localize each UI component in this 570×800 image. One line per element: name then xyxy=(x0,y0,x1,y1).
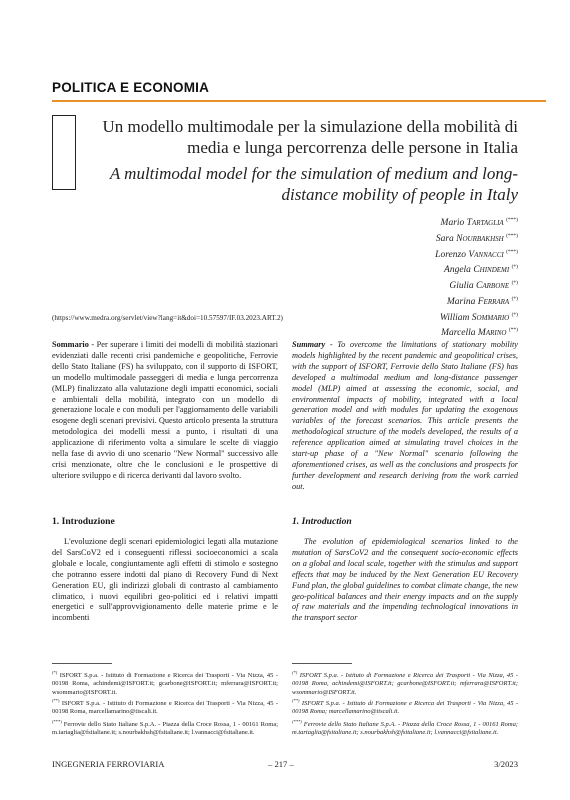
footnote-rule xyxy=(292,663,352,664)
title-italian: Un modello multimodale per la simulazione della mobilità di media e lunga percorrenza delle persone in Italia xyxy=(102,117,518,157)
intro-text-english: The evolution of epidemiological scenarios linked to the mutation of SarsCoV2 and the consequent socio-economic effects on a global and local scale, together with the stimulus and support effects that may be induced by the Next Generation EU Recovery Fund plan, the global guidelines to combat climate change, the new geo-political balances and their energy impacts and on the supply of raw materials and the impending technological innovations in the transport sector xyxy=(292,537,518,623)
footnote-rule xyxy=(52,663,112,664)
author: William Sommario (*) xyxy=(439,311,518,323)
doi-link[interactable]: (https://www.medra.org/servlet/view?lang=it&doi=10.57597/IF.03.2023.ART.2) xyxy=(52,314,283,322)
section-header xyxy=(52,78,546,102)
footnote: (**) ISFORT S.p.a. - Istituto di Formazione e Ricerca dei Trasporti - Via Nizza, 45 - 00198 Roma, marcellamarino@tiscali.it. xyxy=(52,698,278,716)
author: Giulia Carbone (*) xyxy=(449,280,518,292)
author: Sara Nourbakhsh (***) xyxy=(435,232,518,244)
footnote: (***) Ferrovie dello Stato Italiane S.p.A. - Piazza della Croce Rossa, 1 - 00161 Roma; m.tartaglia@fsitaliane.it; s.nourbakhsh@fsitaliane.it; l.vannacci@fsitaliane.it. xyxy=(292,719,518,737)
footer-journal: INGEGNERIA FERROVIARIA xyxy=(52,759,165,769)
author: Angela Chindemi (*) xyxy=(444,264,518,276)
summary-english: Summary - To overcome the limitations of stationary mobility models highlighted by the recent pandemic and geopolitical crises, with the support of ISFORT, Ferrovie dello Stato Italiane (FS) has developed a multimodal medium and long-distance passenger model (MLP) aimed at assessing the economic, social, and environmental impacts of mobility, integrated with a local generation model and with modules for updating the exogenous variables of the forecast scenarios. This article presents the methodological structure of the models developed, the results of a reference application aimed at simulating travel choices in the start-up phase of a "New Normal" scenario following the aforementioned crises, as well as the conclusions and prospects for further development and research deriving from the work carried out. xyxy=(292,340,518,491)
intro-text-italian: L'evoluzione degli scenari epidemiologici legati alla mutazione del SarsCoV2 ed i conseguenti riflessi socioeconomici a scala globale e locale, congiuntamente agli effetti di stimolo e sostegno che potranno essere indotti dal piano di Recovery Fund di Next Generation EU, gli indirizzi globali di contrasto al cambiamento climatico, i nuovi equilibri geo-politici ed i relativi impatti energetici e sull'approvvigionamento delle materie prime e le incombenti xyxy=(52,537,278,623)
footer-page-number: – 217 – xyxy=(268,759,294,769)
summary-italian: Sommario - Per superare i limiti dei modelli di mobilità stazionari evidenziati dalle recenti crisi pandemiche e geopolitiche, Ferrovie dello Stato Italiane (FS) ha sviluppato, con il supporto di ISFORT, un modello multimodale passeggeri di media e lunga percorrenza (MLP) finalizzato alla valutazione degli impatti economici, sociali e ambientali della mobilità, integrato con un modello di generazione locale e con moduli per l'aggiornamento delle variabili esogene degli scenari previsivi. Questo articolo presenta la struttura metodologica dei modelli messi a punto, i risultati di una applicazione di riferimento volta a simulare le scelte di viaggio nella fase di avvio di uno scenario "New Normal" successivo alle crisi menzionate, oltre che le conclusioni e le prospettive di ulteriore sviluppo e di ricerca derivanti dal lavoro svolto. xyxy=(52,340,278,480)
footnote: (*) ISFORT S.p.a. - Istituto di Formazione e Ricerca dei Trasporti - Via Nizza, 45 - 00198 Roma, achindemi@ISFORT.it; gcarbone@ISFORT.it; mferrara@ISFORT.it; wsommario@ISFORT.it. xyxy=(52,670,278,696)
section-title: POLITICA E ECONOMIA xyxy=(52,80,210,95)
footnote: (***) Ferrovie dello Stato Italiane S.p.A. - Piazza della Croce Rossa, 1 - 00161 Roma; m.tartaglia@fsitaliane.it; s.nourbakhsh@fsitaliane.it; l.vannacci@fsitaliane.it. xyxy=(52,719,279,737)
author: Lorenzo Vannacci (***) xyxy=(435,248,518,260)
intro-heading-english: 1. Introduction xyxy=(292,516,352,527)
author: Mario Tartaglia (***) xyxy=(440,217,518,229)
footnote: (*) ISFORT S.p.a. - Istituto di Formazione e Ricerca dei Trasporti - Via Nizza, 45 - 00198 Roma, achindemi@ISFORT.it; gcarbone@ISFORT.it; mferrara@ISFORT.it; wsommario@ISFORT.it. xyxy=(292,670,519,696)
intro-heading-italian: 1. Introduzione xyxy=(52,516,115,527)
author-list xyxy=(258,214,518,340)
title-decoration-box xyxy=(52,115,76,190)
footnote: (**) ISFORT S.p.a. - Istituto di Formazione e Ricerca dei Trasporti - Via Nizza, 45 - 00198 Roma; marcellamarino@tiscali.it. xyxy=(292,698,518,716)
footer-issue: 3/2023 xyxy=(494,759,518,769)
title-english: A multimodal model for the simulation of medium and long-distance mobility of people in Italy xyxy=(109,164,518,204)
author: Marcella Marino (**) xyxy=(441,327,518,339)
author: Marina Ferrara (*) xyxy=(446,295,518,307)
